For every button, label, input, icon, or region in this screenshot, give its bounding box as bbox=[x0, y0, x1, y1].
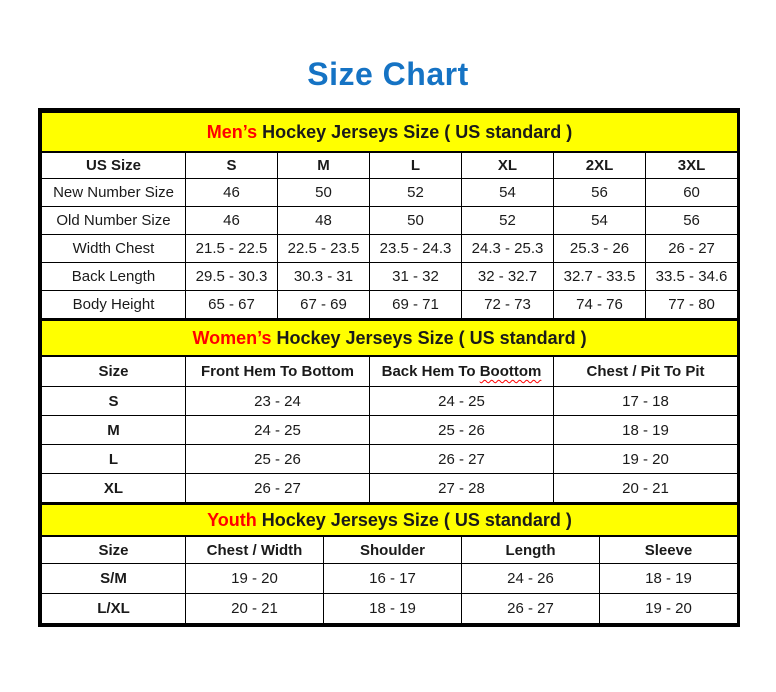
row-label: M bbox=[42, 416, 186, 445]
data-cell: 19 - 20 bbox=[554, 445, 738, 474]
data-cell: 20 - 21 bbox=[554, 474, 738, 503]
data-cell: 26 - 27 bbox=[646, 235, 738, 263]
data-cell: 31 - 32 bbox=[370, 263, 462, 291]
youth-size-table bbox=[41, 503, 738, 624]
data-cell: 19 - 20 bbox=[186, 564, 324, 594]
column-header: US Size bbox=[42, 152, 186, 179]
data-cell: 18 - 19 bbox=[324, 594, 462, 624]
data-cell: 54 bbox=[554, 207, 646, 235]
data-cell: 18 - 19 bbox=[554, 416, 738, 445]
data-cell: 21.5 - 22.5 bbox=[186, 235, 278, 263]
table-row bbox=[42, 416, 738, 445]
womens-title-highlight: Women’s bbox=[192, 327, 272, 348]
mens-title-rest: Hockey Jerseys Size ( US standard ) bbox=[257, 121, 573, 142]
data-cell: 32.7 - 33.5 bbox=[554, 263, 646, 291]
header-text: Back Hem To bbox=[381, 363, 480, 380]
womens-title-rest: Hockey Jerseys Size ( US standard ) bbox=[271, 327, 587, 348]
data-cell: 29.5 - 30.3 bbox=[186, 263, 278, 291]
data-cell: 74 - 76 bbox=[554, 291, 646, 319]
page-title: Size Chart bbox=[307, 56, 469, 92]
youth-title-highlight: Youth bbox=[207, 509, 257, 530]
table-row bbox=[42, 179, 738, 207]
mens-size-table bbox=[41, 111, 738, 319]
column-header: M bbox=[278, 152, 370, 179]
row-label: Old Number Size bbox=[42, 207, 186, 235]
data-cell: 19 - 20 bbox=[600, 594, 738, 624]
spellcheck-squiggle-word: Boottom bbox=[479, 363, 542, 380]
data-cell: 25 - 26 bbox=[186, 445, 370, 474]
mens-table-title bbox=[42, 112, 738, 152]
column-header: XL bbox=[462, 152, 554, 179]
youth-table-banner bbox=[42, 504, 738, 536]
table-row bbox=[42, 564, 738, 594]
column-header: Sleeve bbox=[600, 536, 738, 564]
data-cell: 24 - 25 bbox=[186, 416, 370, 445]
data-cell: 56 bbox=[554, 179, 646, 207]
column-header: Chest / Width bbox=[186, 536, 324, 564]
row-label: Back Length bbox=[42, 263, 186, 291]
data-cell: 69 - 71 bbox=[370, 291, 462, 319]
data-cell: 24 - 25 bbox=[370, 387, 554, 416]
data-cell: 46 bbox=[186, 207, 278, 235]
row-label: L/XL bbox=[42, 594, 186, 624]
data-cell: 46 bbox=[186, 179, 278, 207]
data-cell: 33.5 - 34.6 bbox=[646, 263, 738, 291]
data-cell: 56 bbox=[646, 207, 738, 235]
column-header: Size bbox=[42, 356, 186, 387]
table-row bbox=[42, 387, 738, 416]
mens-title-highlight: Men’s bbox=[206, 121, 258, 142]
row-label: S/M bbox=[42, 564, 186, 594]
data-cell: 26 - 27 bbox=[186, 474, 370, 503]
row-label: Body Height bbox=[42, 291, 186, 319]
column-header: Chest / Pit To Pit bbox=[554, 356, 738, 387]
table-row bbox=[42, 594, 738, 624]
column-header: L bbox=[370, 152, 462, 179]
data-cell: 65 - 67 bbox=[186, 291, 278, 319]
mens-table-banner bbox=[42, 112, 738, 152]
data-cell: 77 - 80 bbox=[646, 291, 738, 319]
table-row bbox=[42, 235, 738, 263]
data-cell: 17 - 18 bbox=[554, 387, 738, 416]
column-header-misspelled bbox=[370, 356, 554, 387]
data-cell: 52 bbox=[370, 179, 462, 207]
womens-table-title bbox=[42, 320, 738, 356]
row-label: L bbox=[42, 445, 186, 474]
data-cell: 23.5 - 24.3 bbox=[370, 235, 462, 263]
row-label: New Number Size bbox=[42, 179, 186, 207]
table-row bbox=[42, 291, 738, 319]
column-header: Shoulder bbox=[324, 536, 462, 564]
data-cell: 52 bbox=[462, 207, 554, 235]
data-cell: 50 bbox=[278, 179, 370, 207]
youth-title-rest: Hockey Jerseys Size ( US standard ) bbox=[256, 509, 572, 530]
data-cell: 20 - 21 bbox=[186, 594, 324, 624]
data-cell: 24 - 26 bbox=[462, 564, 600, 594]
data-cell: 22.5 - 23.5 bbox=[278, 235, 370, 263]
data-cell: 26 - 27 bbox=[370, 445, 554, 474]
data-cell: 18 - 19 bbox=[600, 564, 738, 594]
row-label: Width Chest bbox=[42, 235, 186, 263]
data-cell: 50 bbox=[370, 207, 462, 235]
table-row bbox=[42, 263, 738, 291]
data-cell: 23 - 24 bbox=[186, 387, 370, 416]
data-cell: 25 - 26 bbox=[370, 416, 554, 445]
data-cell: 67 - 69 bbox=[278, 291, 370, 319]
table-row bbox=[42, 445, 738, 474]
data-cell: 26 - 27 bbox=[462, 594, 600, 624]
data-cell: 25.3 - 26 bbox=[554, 235, 646, 263]
data-cell: 16 - 17 bbox=[324, 564, 462, 594]
data-cell: 32 - 32.7 bbox=[462, 263, 554, 291]
data-cell: 60 bbox=[646, 179, 738, 207]
womens-size-table bbox=[41, 319, 738, 503]
data-cell: 54 bbox=[462, 179, 554, 207]
data-cell: 48 bbox=[278, 207, 370, 235]
table-row bbox=[42, 474, 738, 503]
mens-header-row bbox=[42, 152, 738, 179]
womens-table-banner bbox=[42, 320, 738, 356]
size-chart bbox=[38, 108, 740, 627]
column-header: S bbox=[186, 152, 278, 179]
column-header: 3XL bbox=[646, 152, 738, 179]
row-label: XL bbox=[42, 474, 186, 503]
womens-header-row bbox=[42, 356, 738, 387]
data-cell: 24.3 - 25.3 bbox=[462, 235, 554, 263]
data-cell: 30.3 - 31 bbox=[278, 263, 370, 291]
column-header: Length bbox=[462, 536, 600, 564]
column-header: Front Hem To Bottom bbox=[186, 356, 370, 387]
youth-header-row bbox=[42, 536, 738, 564]
column-header: 2XL bbox=[554, 152, 646, 179]
table-row bbox=[42, 207, 738, 235]
data-cell: 72 - 73 bbox=[462, 291, 554, 319]
data-cell: 27 - 28 bbox=[370, 474, 554, 503]
row-label: S bbox=[42, 387, 186, 416]
youth-table-title bbox=[42, 504, 738, 536]
column-header: Size bbox=[42, 536, 186, 564]
